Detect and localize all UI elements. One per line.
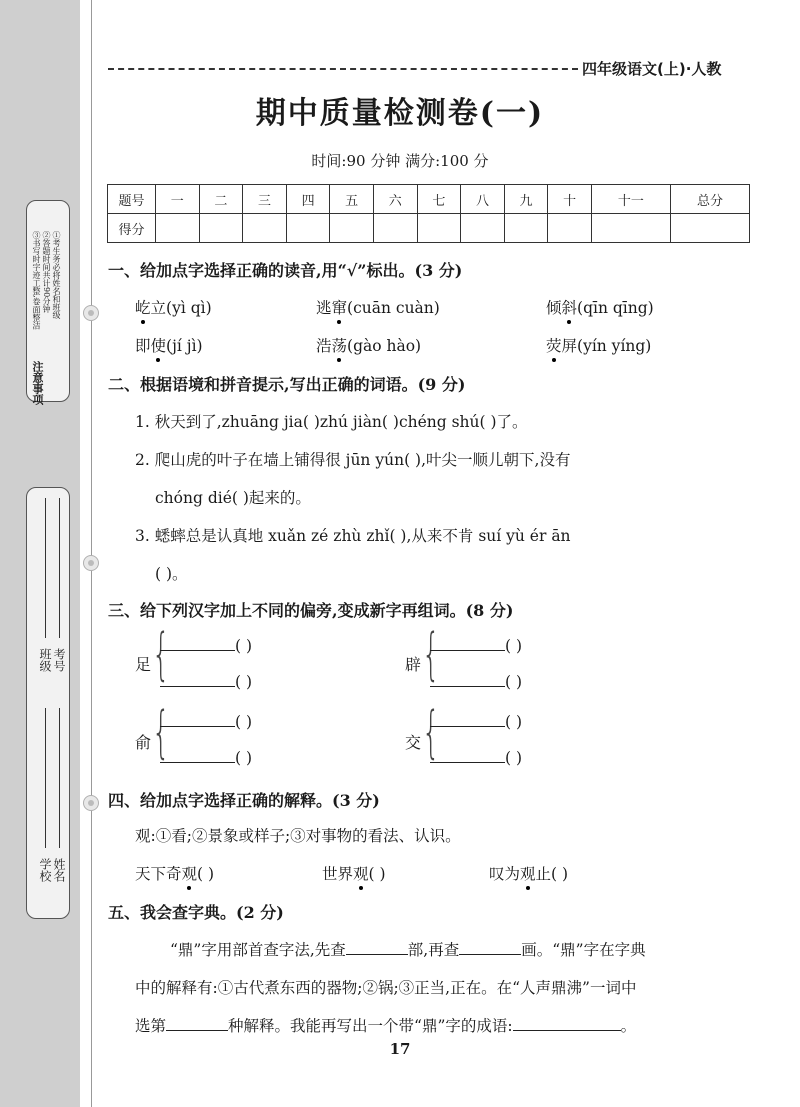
binding-hole <box>83 305 99 321</box>
grade-subject-label: 四年级语文(上)·人教 <box>582 60 722 78</box>
class-blank[interactable] <box>45 498 46 638</box>
score-entry-row <box>108 214 750 243</box>
score-cell[interactable] <box>243 214 287 243</box>
table-cell: 六 <box>373 185 417 214</box>
header-dashed-line <box>108 68 578 70</box>
score-cell[interactable] <box>417 214 461 243</box>
score-header-row <box>108 185 750 214</box>
radical-answer-3b[interactable]: ( ) <box>160 748 252 767</box>
table-cell: 二 <box>199 185 243 214</box>
radical-char-4: 交 <box>405 733 422 752</box>
score-cell[interactable] <box>670 214 749 243</box>
score-cell[interactable] <box>591 214 670 243</box>
notice-title: 注意事项 <box>31 361 44 405</box>
score-cell[interactable] <box>286 214 330 243</box>
section-2-heading: 二、根据语境和拼音提示,写出正确的词语。(9 分) <box>108 375 466 394</box>
section-4-heading: 四、给加点字选择正确的解释。(3 分) <box>108 791 380 810</box>
name-blank[interactable] <box>59 708 60 848</box>
table-cell: 得分 <box>108 214 156 243</box>
binding-hole <box>83 795 99 811</box>
score-cell[interactable] <box>330 214 374 243</box>
meaning-choice-2[interactable]: 世界观( ) <box>322 862 386 884</box>
table-cell: 四 <box>286 185 330 214</box>
pinyin-choice-2[interactable]: 逃窜(cuān cuàn) <box>316 296 440 318</box>
score-cell[interactable] <box>504 214 548 243</box>
table-cell: 一 <box>156 185 200 214</box>
radical-answer-4b[interactable]: ( ) <box>430 748 522 767</box>
radical-answer-2b[interactable]: ( ) <box>430 672 522 691</box>
class-label: 班级 <box>38 648 52 672</box>
brace-icon: { <box>422 700 440 765</box>
table-cell: 九 <box>504 185 548 214</box>
pinyin-choice-6[interactable]: 荧屏(yín yíng) <box>546 334 651 356</box>
table-cell: 五 <box>330 185 374 214</box>
radical-char-3: 俞 <box>135 733 152 752</box>
score-cell[interactable] <box>548 214 592 243</box>
meaning-choice-3[interactable]: 叹为观止( ) <box>489 862 568 884</box>
exam-time-info: 时间:90 分钟 满分:100 分 <box>311 152 489 170</box>
notice-line-2: ②答题时间共计90分钟 <box>42 231 51 314</box>
section-5-heading: 五、我会查字典。(2 分) <box>108 903 284 922</box>
radical-answer-1b[interactable]: ( ) <box>160 672 252 691</box>
page-title: 期中质量检测卷(一) <box>255 96 545 131</box>
brace-icon: { <box>422 622 440 687</box>
notice-box <box>26 200 70 405</box>
table-cell: 三 <box>243 185 287 214</box>
table-cell: 题号 <box>108 185 156 214</box>
question-2-2a[interactable]: 2. 爬山虎的叶子在墙上铺得很 jūn yún( ),叶尖一顺儿朝下,没有 <box>135 451 571 469</box>
binding-hole <box>83 555 99 571</box>
radical-answer-2a[interactable]: ( ) <box>430 636 522 655</box>
radical-char-1: 足 <box>135 655 152 674</box>
definition-text: 观:①看;②景象或样子;③对事物的看法、认识。 <box>135 827 461 845</box>
dictionary-question-line-2: 中的解释有:①古代煮东西的器物;②锅;③正当,正在。在“人声鼎沸”一词中 <box>135 979 637 997</box>
section-1-heading: 一、给加点字选择正确的读音,用“√”标出。(3 分) <box>108 261 463 280</box>
page-number: 17 <box>389 1040 411 1058</box>
student-info-box <box>26 487 70 919</box>
question-2-1[interactable]: 1. 秋天到了,zhuāng jia( )zhú jiàn( )chéng shú( )了。 <box>135 413 528 431</box>
score-table <box>107 184 750 243</box>
notice-line-3: ③书写时字迹工整,卷面整洁 <box>32 231 41 330</box>
score-cell[interactable] <box>373 214 417 243</box>
table-cell: 八 <box>461 185 505 214</box>
pinyin-choice-4[interactable]: 即使(jí jì) <box>135 334 203 356</box>
dictionary-question-line-1[interactable]: “鼎”字用部首查字法,先查 部,再查 画。“鼎”字在字典 <box>170 941 646 959</box>
question-2-3b[interactable]: ( )。 <box>155 565 188 583</box>
radical-answer-3a[interactable]: ( ) <box>160 712 252 731</box>
score-cell[interactable] <box>199 214 243 243</box>
school-label: 学校 <box>38 858 52 882</box>
question-2-2b[interactable]: chóng dié( )起来的。 <box>155 489 311 507</box>
question-2-3a[interactable]: 3. 蟋蟀总是认真地 xuǎn zé zhù zhǐ( ),从来不肯 suí yù ér ān <box>135 527 571 545</box>
exam-no-blank[interactable] <box>59 498 60 638</box>
score-cell[interactable] <box>156 214 200 243</box>
radical-answer-1a[interactable]: ( ) <box>160 636 252 655</box>
table-cell: 总分 <box>670 185 749 214</box>
pinyin-choice-3[interactable]: 倾斜(qīn qīng) <box>546 296 654 318</box>
notice-line-1: ①考生务必将姓名和班级 <box>52 231 61 319</box>
dictionary-question-line-3[interactable]: 选第 种解释。我能再写出一个带“鼎”字的成语: 。 <box>135 1017 637 1035</box>
table-cell: 十一 <box>591 185 670 214</box>
pinyin-choice-5[interactable]: 浩荡(gào hào) <box>316 334 421 356</box>
radical-answer-4a[interactable]: ( ) <box>430 712 522 731</box>
school-blank[interactable] <box>45 708 46 848</box>
table-cell: 十 <box>548 185 592 214</box>
section-3-heading: 三、给下列汉字加上不同的偏旁,变成新字再组词。(8 分) <box>108 601 514 620</box>
pinyin-choice-1[interactable]: 屹立(yì qì) <box>135 296 212 318</box>
score-cell[interactable] <box>461 214 505 243</box>
table-cell: 七 <box>417 185 461 214</box>
radical-char-2: 辟 <box>405 655 422 674</box>
brace-icon: { <box>152 622 170 687</box>
brace-icon: { <box>152 700 170 765</box>
name-label: 姓名 <box>52 858 66 882</box>
meaning-choice-1[interactable]: 天下奇观( ) <box>135 862 214 884</box>
exam-no-label: 考号 <box>52 648 66 672</box>
